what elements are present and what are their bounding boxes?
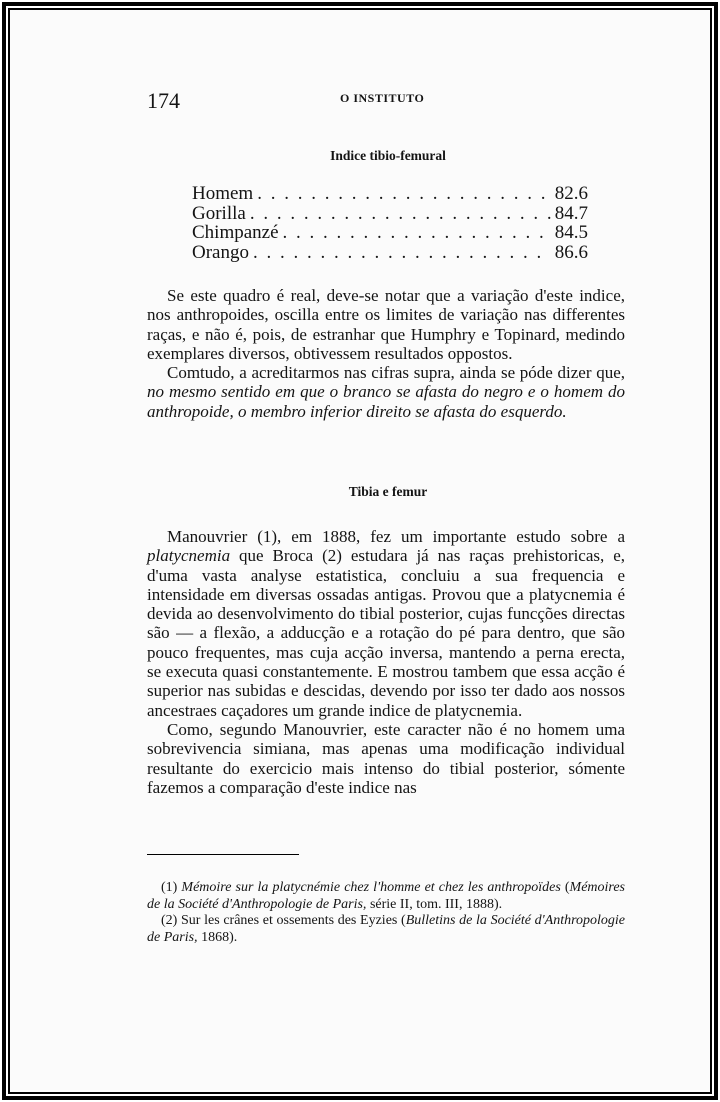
paragraph	[147, 363, 625, 421]
leader-dots	[253, 243, 551, 263]
section-heading-tibio-femural: Indice tibio-femural	[330, 148, 446, 163]
paragraph-text: Comtudo, a acreditarmos nas cifras supra, ainda se póde dizer que,	[167, 363, 625, 383]
section1-body	[147, 286, 625, 421]
paragraph-italic: platycnemia	[147, 546, 231, 566]
row-value: 86.6	[554, 241, 588, 263]
running-head: O INSTITUTO	[340, 91, 425, 105]
leader-dots	[283, 223, 551, 243]
paragraph-text: Manouvrier (1), em 1888, fez um importante estudo sobre a	[167, 527, 625, 546]
footnote-source: Mémoires de la Société d'Anthropologie de Paris,	[147, 880, 625, 912]
table-row	[192, 243, 588, 263]
footnote-number: (2)	[161, 913, 178, 928]
index-table	[192, 184, 588, 262]
row-value: 82.6	[554, 183, 588, 204]
footnote-title: Mémoire sur la platycnémie chez l'homme et chez les anthropoïdes	[181, 880, 561, 895]
row-value: 84.5	[554, 222, 588, 243]
table-row	[192, 223, 588, 243]
paragraph-italic: no mesmo sentido em que o branco se afasta do negro e o homem do anthropoide, o membro inferior direito se afasta do esquerdo.	[147, 382, 625, 421]
footnote-text: 1868).	[201, 929, 238, 945]
row-label: Homem	[192, 183, 254, 204]
row-label: Gorilla	[192, 202, 246, 224]
table-row	[192, 204, 588, 224]
paragraph: Se este quadro é real, deve-se notar que a variação d'este indice, nos anthropoides, oscilla entre os limites de variação nas differentes raças, e não é, pois, de estranhar que Humphry e Topinard, medindo exemplares diversos, obtivessem resultados oppostos.	[147, 286, 625, 363]
footnote-source: Bulletins de la Société d'Anthropologie de Paris,	[147, 913, 626, 945]
leader-dots	[250, 204, 551, 224]
footnote-text: Sur les crânes et ossements des Eyzies	[181, 913, 398, 928]
footnote-2: (2) Sur les crânes et ossements des Eyzies (Bulletins de la Société d'Anthropologie de Paris, 1868).	[147, 913, 626, 945]
footnote-number: (1)	[161, 880, 178, 895]
footnote-text: série II, tom. III, 1888).	[369, 896, 503, 912]
paragraph-text: que Broca (2) estudara já nas raças prehistoricas, e, d'uma vasta analyse estatistica, concluiu a sua frequencia e intensidade em diversas ossadas antigas. Provou que a platycnemia é devida ao desenvolvimento do tibial posterior, cujas funcções directas são — a flexão, a adducção e a rotação do pé para dentro, que são pouco frequentes, mas cuja acção inversa, mantendo a perna erecta, se executa quasi constantemente. E mostrou tambem que essa acção é superior nas subidas e descidas, devendo por isso ter dado aos nossos ancestraes caçadores um grande indice de platycnemia.	[147, 546, 626, 720]
footnote-1: (1) Mémoire sur la platycnémie chez l'homme et chez les anthropoïdes (Mémoires de la Société d'Anthropologie de Paris, série II, tom. III, 1888).	[147, 880, 625, 912]
row-label: Orango	[192, 241, 249, 263]
table-row	[192, 184, 588, 204]
footnotes	[147, 880, 625, 946]
page-number: 174	[147, 88, 180, 113]
leader-dots	[257, 184, 551, 204]
paragraph	[147, 527, 625, 720]
row-label: Chimpanzé	[192, 222, 279, 243]
paragraph: Como, segundo Manouvrier, este caracter não é no homem uma sobrevivencia simiana, mas apenas uma modificação individual resultante do exercicio mais intenso do tibial posterior, sómente fazemos a comparação d'este indice nas	[147, 719, 625, 797]
section2-body	[147, 527, 625, 797]
row-value: 84.7	[554, 202, 588, 224]
section-heading-tibia-femur: Tibia e femur	[348, 484, 428, 499]
footnote-rule	[147, 854, 299, 855]
